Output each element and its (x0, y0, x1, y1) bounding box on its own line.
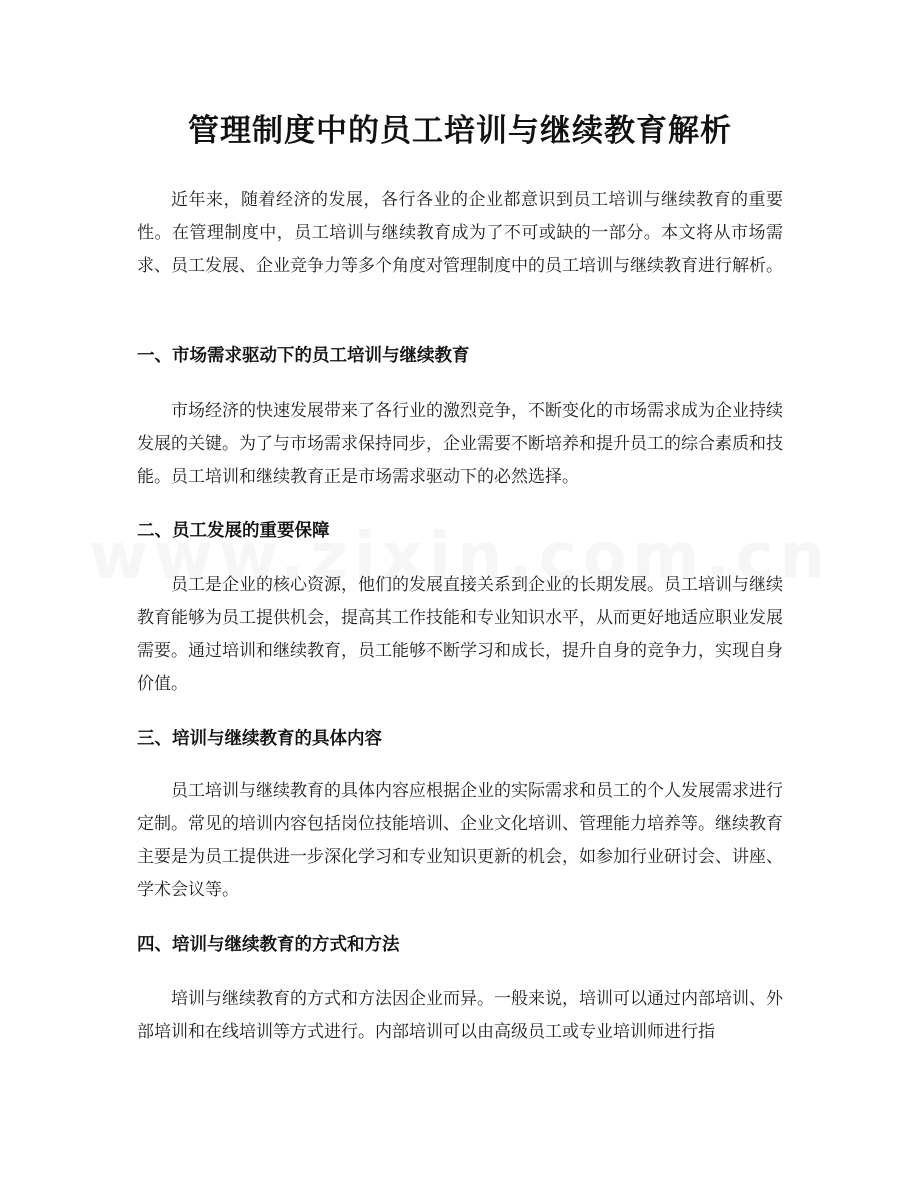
section-4-paragraph: 培训与继续教育的方式和方法因企业而异。一般来说，培训可以通过内部培训、外部培训和在线培训等方式进行。内部培训可以由高级员工或专业培训师进行指 (137, 989, 783, 1042)
section-3-heading: 三、培训与继续教育的具体内容 (137, 729, 382, 749)
section-2-heading: 二、员工发展的重要保障 (137, 521, 330, 541)
document-title: 管理制度中的员工培训与继续教育解析 (188, 113, 732, 149)
intro-paragraph: 近年来，随着经济的发展，各行各业的企业都意识到员工培训与继续教育的重要性。在管理制度中，员工培训与继续教育成为了不可或缺的一部分。本文将从市场需求、员工发展、企业竞争力等多个角度对管理制度中的员工培训与继续教育进行解析。 (137, 190, 783, 276)
section-1-paragraph: 市场经济的快速发展带来了各行业的激烈竞争，不断变化的市场需求成为企业持续发展的关键。为了与市场需求保持同步，企业需要不断培养和提升员工的综合素质和技能。员工培训和继续教育正是市场需求驱动下的必然选择。 (137, 401, 783, 487)
section-4-heading: 四、培训与继续教育的方式和方法 (137, 935, 400, 955)
section-2-paragraph: 员工是企业的核心资源，他们的发展直接关系到企业的长期发展。员工培训与继续教育能够为员工提供机会，提高其工作技能和专业知识水平，从而更好地适应职业发展需要。通过培训和继续教育，员工能够不断学习和成长，提升自身的竞争力，实现自身价值。 (137, 575, 783, 694)
section-3-paragraph: 员工培训与继续教育的具体内容应根据企业的实际需求和员工的个人发展需求进行定制。常见的培训内容包括岗位技能培训、企业文化培训、管理能力培养等。继续教育主要是为员工提供进一步深化学习和专业知识更新的机会，如参加行业研讨会、讲座、学术会议等。 (137, 781, 783, 900)
section-1-heading: 一、市场需求驱动下的员工培训与继续教育 (137, 346, 470, 366)
